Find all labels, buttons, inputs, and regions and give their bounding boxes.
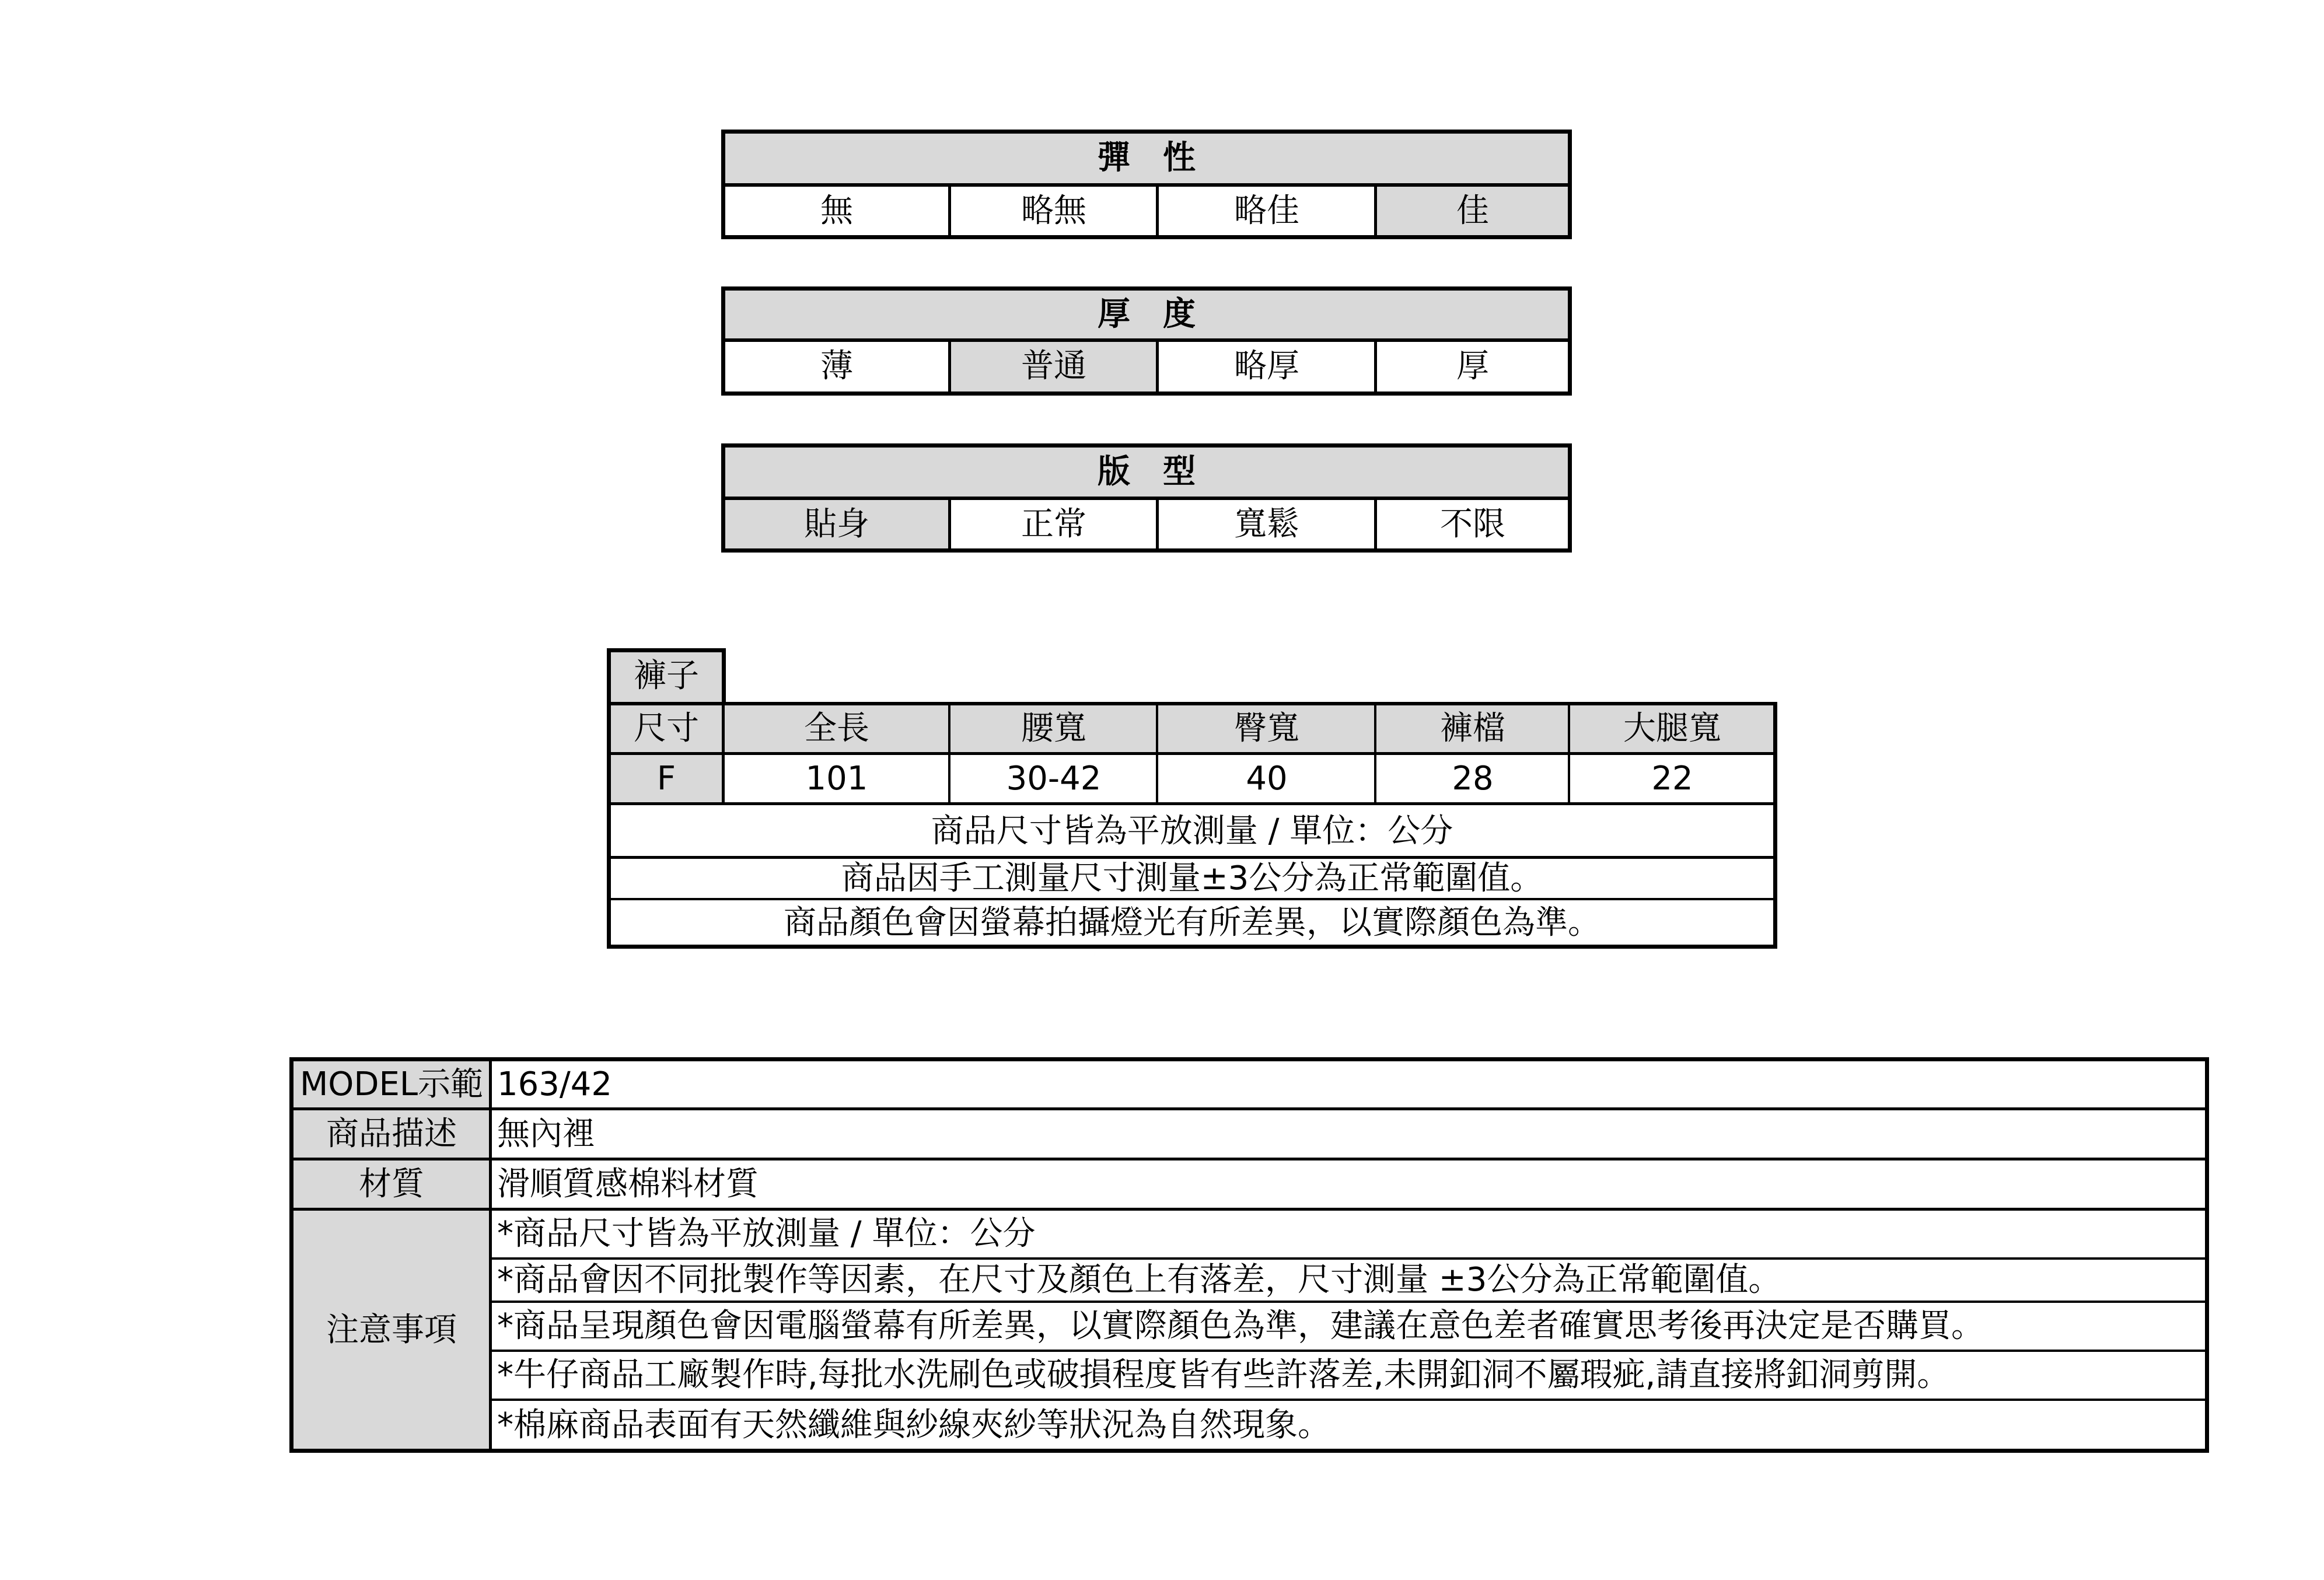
fit-option-regular: 正常 [1021,505,1086,543]
thickness-option-normal-selected: 普通 [950,340,1158,393]
notice-item: *商品呈現顏色會因電腦螢幕有所差異，以實際顏色為準，建議在意色差者確實思考後再決定是否購買。 [497,1307,1984,1345]
fit-title: 版 型 [724,446,1570,498]
size-value-hip: 40 [1246,760,1288,798]
material-value: 滑順質感棉料材質 [497,1165,759,1203]
fit-option-loose: 寬鬆 [1234,505,1299,543]
size-col-length: 全長 [724,704,950,754]
size-value-waist: 30-42 [1006,760,1102,798]
size-col-rise: 褲檔 [1376,704,1570,754]
size-col-thigh: 大腿寬 [1570,704,1775,754]
material-label: 材質 [292,1159,491,1210]
notice-item: *牛仔商品工廠製作時,每批水洗刷色或破損程度皆有些許落差,未開釦洞不屬瑕疵,請直接將釦洞剪開。 [497,1356,1950,1394]
size-category-label: 褲子 [609,651,724,702]
elasticity-title: 彈 性 [724,131,1570,185]
notice-item: *商品尺寸皆為平放測量 / 單位：公分 [497,1215,1036,1253]
notice-item: *商品會因不同批製作等因素，在尺寸及顏色上有落差，尺寸測量 ±3公分為正常範圍值。 [497,1261,1781,1299]
size-header-label: 尺寸 [609,704,724,754]
size-note-tolerance: 商品因手工測量尺寸測量±3公分為正常範圍值。 [841,859,1543,897]
notice-label: 注意事項 [292,1210,491,1450]
thickness-title: 厚 度 [724,289,1570,340]
size-note-measure: 商品尺寸皆為平放測量 / 單位：公分 [931,812,1453,850]
size-value-rise: 28 [1452,760,1494,798]
thickness-option-slightly-thick: 略厚 [1234,347,1299,385]
thickness-option-thick: 厚 [1456,347,1489,385]
model-value: 163/42 [497,1065,613,1103]
size-col-waist: 腰寬 [950,704,1158,754]
size-col-hip: 臀寬 [1158,704,1376,754]
elasticity-option-good-selected: 佳 [1376,185,1570,237]
fit-option-slim-selected: 貼身 [724,498,950,551]
elasticity-option-none: 無 [820,192,853,230]
thickness-option-thin: 薄 [820,347,853,385]
description-label: 商品描述 [292,1109,491,1159]
elasticity-option-slight-none: 略無 [1021,192,1086,230]
elasticity-option-slight-good: 略佳 [1234,192,1299,230]
size-note-color: 商品顏色會因螢幕拍攝燈光有所差異，以實際顏色為準。 [784,904,1600,942]
size-row-label: F [609,754,724,804]
size-value-thigh: 22 [1651,760,1693,798]
model-label: MODEL示範 [292,1060,491,1109]
notice-item: *棉麻商品表面有天然纖維與紗線夾紗等狀況為自然現象。 [497,1406,1330,1444]
size-value-length: 101 [805,760,868,798]
fit-option-any: 不限 [1440,505,1505,543]
description-value: 無內裡 [497,1115,595,1153]
